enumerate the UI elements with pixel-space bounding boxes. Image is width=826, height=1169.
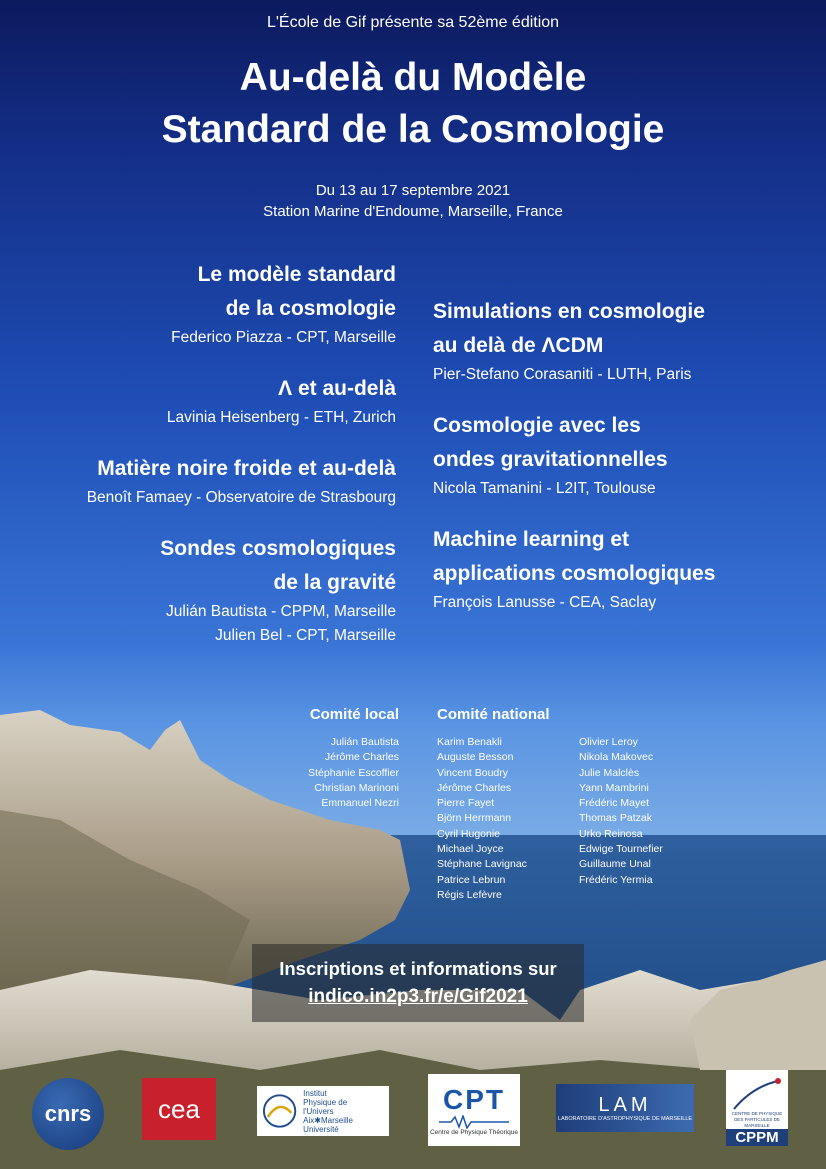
talk xyxy=(433,295,813,387)
intro-text: L'École de Gif présente sa 52ème édition xyxy=(266,14,560,31)
committee-member: Christian Marinoni xyxy=(314,781,399,794)
comite-local-names xyxy=(199,735,399,811)
talk-speaker: Julián Bautista - CPPM, Marseille xyxy=(166,603,396,620)
committee-member: Frédéric Yermia xyxy=(579,873,653,886)
talk xyxy=(16,452,396,510)
talks-right-column xyxy=(433,295,813,637)
talk-speaker: Lavinia Heisenberg - ETH, Zurich xyxy=(166,409,396,426)
ipu-mark-icon xyxy=(260,1091,299,1131)
committee-member: Yann Mambrini xyxy=(579,781,649,794)
committee-member: Jérôme Charles xyxy=(324,751,399,764)
ipu-line: Aix✱Marseille Université xyxy=(303,1115,353,1134)
committee-member: Pierre Fayet xyxy=(437,797,495,810)
committee-member: Guillaume Unal xyxy=(579,858,651,871)
committee-member: Vincent Boudry xyxy=(437,766,509,779)
cnrs-logo: cnrs xyxy=(32,1078,104,1150)
committee-member: Jérôme Charles xyxy=(437,781,512,794)
comite-local xyxy=(199,706,399,811)
committee-member: Urko Reinosa xyxy=(579,827,643,840)
talk-title: Machine learning et xyxy=(433,528,630,551)
ipu-line: l'Univers xyxy=(303,1106,334,1116)
ipu-line: Institut xyxy=(303,1088,327,1098)
title-line-2: Standard de la Cosmologie xyxy=(161,108,665,151)
committee-member: Régis Lefèvre xyxy=(437,888,502,901)
committee-member: Olivier Leroy xyxy=(579,736,638,748)
lam-logo-text: LAM xyxy=(598,1094,652,1116)
talk xyxy=(16,372,396,430)
cpt-logo-text: CPT xyxy=(443,1083,505,1115)
cpt-logo xyxy=(428,1074,520,1146)
comite-national-heading: Comité national xyxy=(437,706,550,723)
committee-member: Edwige Tournefier xyxy=(579,843,663,856)
event-dates: Du 13 au 17 septembre 2021 xyxy=(315,182,511,199)
committee-member: Stéphane Lavignac xyxy=(437,858,527,871)
committee-member: Stéphanie Escoffier xyxy=(308,766,399,779)
event-info xyxy=(0,180,826,222)
event-location: Station Marine d'Endoume, Marseille, France xyxy=(263,203,563,220)
committee-member: Cyril Hugonie xyxy=(437,827,501,840)
talk xyxy=(16,532,396,648)
comite-national-names-col2 xyxy=(579,735,721,903)
cpt-wave-icon xyxy=(439,1115,509,1129)
talk-speaker: Pier-Stefano Corasaniti - LUTH, Paris xyxy=(433,366,692,383)
committee-member: Nikola Makovec xyxy=(579,751,654,764)
comite-national xyxy=(437,706,737,903)
signup-link[interactable]: indico.in2p3.fr/e/Gif2021 xyxy=(308,986,528,1007)
committee-member: Julie Malclès xyxy=(579,766,640,779)
committee-member: Auguste Besson xyxy=(437,751,514,764)
talk-title: Cosmologie avec les xyxy=(433,414,641,437)
committee-member: Karim Benakli xyxy=(437,736,502,748)
talk-speaker: François Lanusse - CEA, Saclay xyxy=(433,594,657,611)
cppm-logo xyxy=(726,1070,788,1146)
committee-member: Thomas Patzak xyxy=(579,812,652,825)
committee-member: Julián Bautista xyxy=(330,736,399,748)
lam-logo-subtitle: LABORATOIRE D'ASTROPHYSIQUE DE MARSEILLE xyxy=(557,1116,693,1122)
talk-title: ondes gravitationnelles xyxy=(433,448,668,471)
talk-speaker: Federico Piazza - CPT, Marseille xyxy=(171,329,396,346)
cea-logo: cea xyxy=(142,1078,216,1140)
talk xyxy=(16,258,396,350)
talk-title: Le modèle standard xyxy=(197,263,396,286)
comite-national-names-col1 xyxy=(437,735,579,903)
cppm-logo-subtitle: CENTRE DE PHYSIQUE DES PARTICULES DE MARSEILLE xyxy=(731,1111,783,1128)
talk-title: au delà de ΛCDM xyxy=(433,334,604,357)
cppm-logo-text: CPPM xyxy=(726,1129,788,1146)
talks-left-column xyxy=(16,258,396,670)
committee-member: Patrice Lebrun xyxy=(437,873,506,886)
comite-local-heading: Comité local xyxy=(309,706,399,723)
talk-title: Simulations en cosmologie xyxy=(433,300,705,323)
talk xyxy=(433,409,813,501)
talk-speaker: Benoît Famaey - Observatoire de Strasbourg xyxy=(86,489,396,506)
title-line-1: Au-delà du Modèle xyxy=(239,56,587,99)
committee-member: Björn Herrmann xyxy=(437,812,512,825)
talk-title: Matière noire froide et au-delà xyxy=(97,457,396,480)
talk xyxy=(433,523,813,615)
talk-title: de la gravité xyxy=(273,571,396,594)
talk-speaker: Nicola Tamanini - L2IT, Toulouse xyxy=(433,480,656,497)
committee-member: Frédéric Mayet xyxy=(579,797,650,810)
committee-member: Emmanuel Nezri xyxy=(321,797,399,810)
ipu-logo xyxy=(257,1086,389,1136)
committee-member: Michael Joyce xyxy=(437,843,504,856)
signup-text: Inscriptions et informations sur xyxy=(279,958,557,979)
talk-speaker: Julien Bel - CPT, Marseille xyxy=(215,627,396,644)
page-title xyxy=(0,52,826,156)
lam-logo xyxy=(556,1084,694,1132)
signup-box xyxy=(252,944,584,1022)
talk-title: applications cosmologiques xyxy=(433,562,716,585)
talk-title: Sondes cosmologiques xyxy=(160,537,396,560)
talk-title: de la cosmologie xyxy=(225,297,396,320)
cppm-particle-icon xyxy=(732,1077,782,1111)
cpt-logo-subtitle: Centre de Physique Théorique xyxy=(429,1128,519,1136)
talk-title: Λ et au-delà xyxy=(278,377,396,400)
ipu-line: Physique de xyxy=(303,1097,348,1107)
partner-logos xyxy=(0,1070,826,1169)
